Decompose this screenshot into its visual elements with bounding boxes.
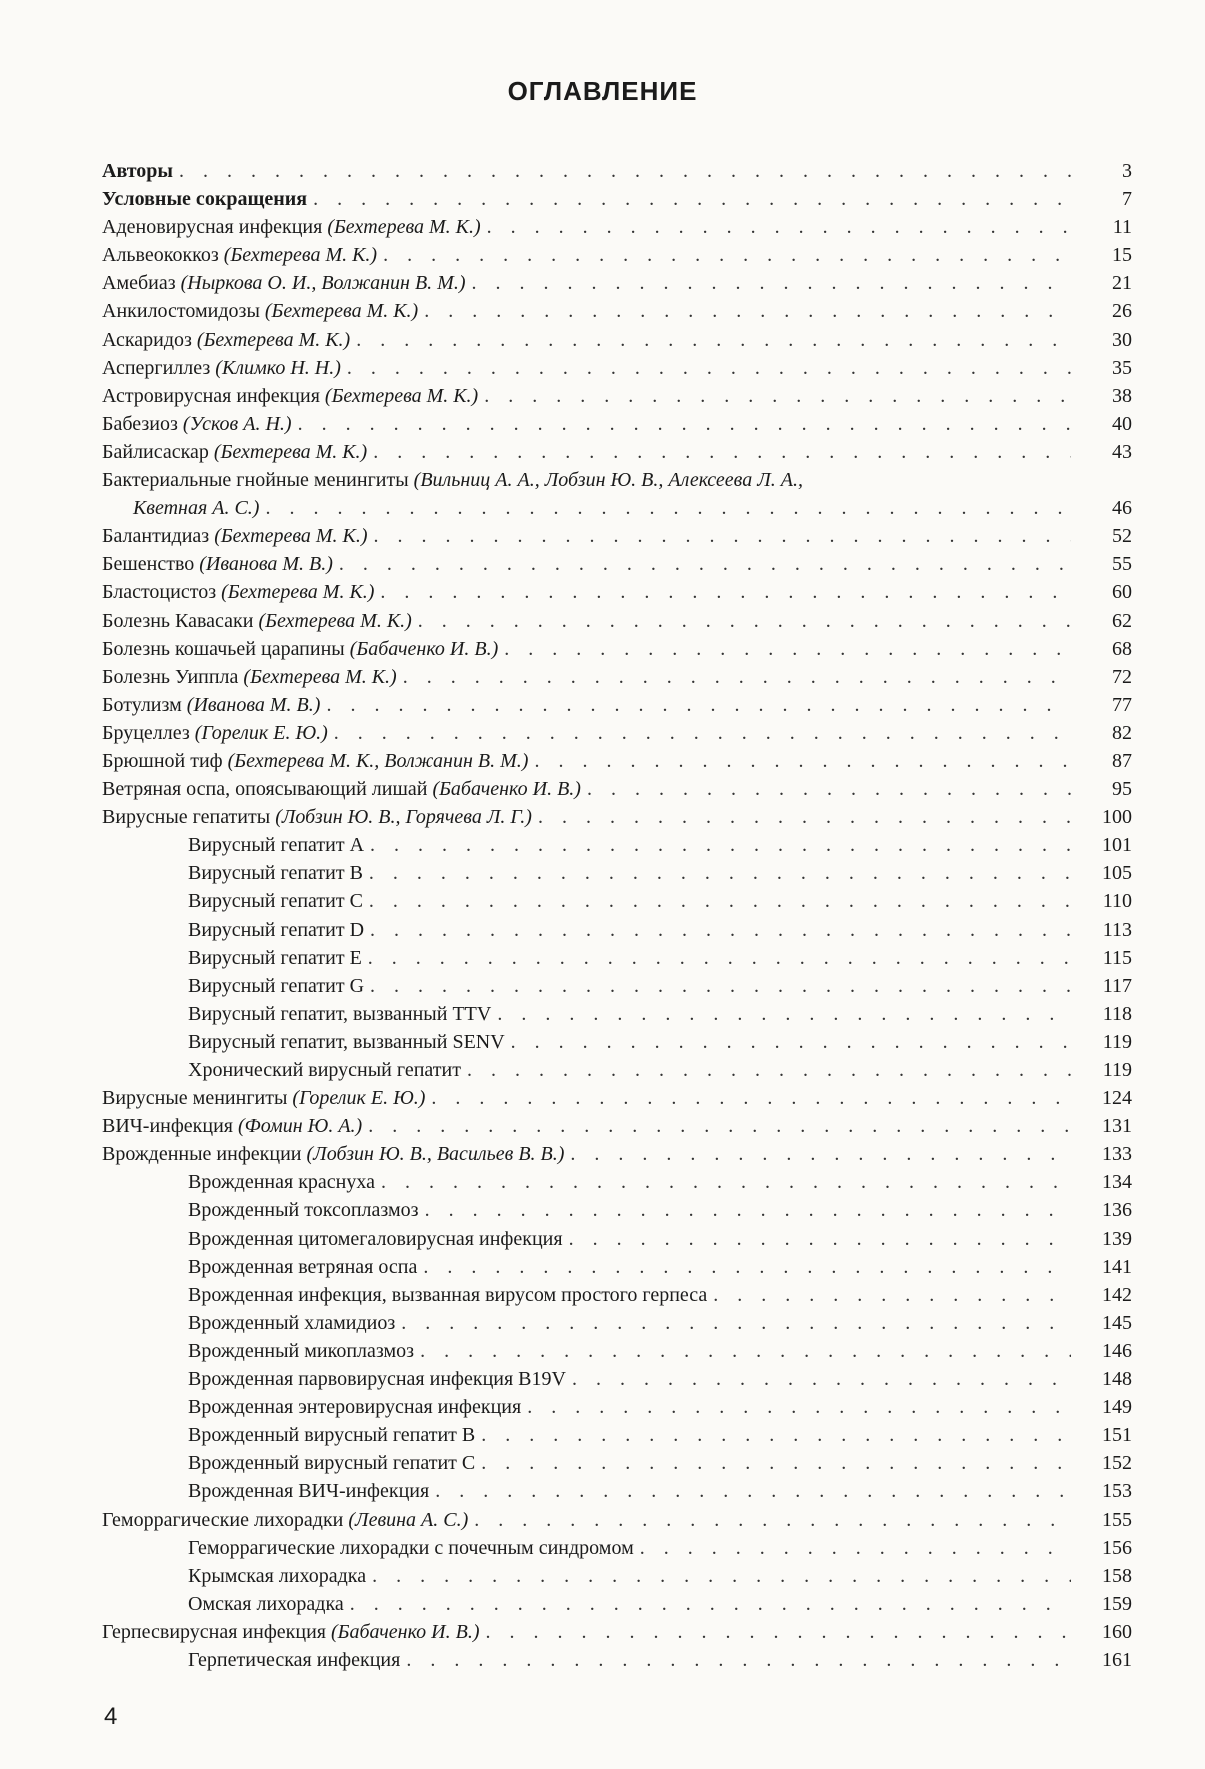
dot-leader bbox=[369, 859, 1071, 887]
toc-page-number: 115 bbox=[1102, 946, 1132, 969]
toc-page-number: 110 bbox=[1102, 890, 1132, 913]
toc-entry-title: Авторы bbox=[102, 160, 174, 182]
toc-entry-author: (Бехтерева М. К.) bbox=[196, 328, 351, 351]
dot-leader bbox=[380, 578, 1071, 606]
toc-entry-text bbox=[102, 719, 328, 747]
dot-leader bbox=[406, 1646, 1071, 1674]
toc-entry-title: Бластоцистоз bbox=[102, 581, 217, 604]
page-number: 4 bbox=[104, 1703, 118, 1730]
toc-entry bbox=[0, 326, 1205, 354]
toc-entry-title: Альвеококкоз bbox=[102, 244, 219, 267]
toc-page-number: 156 bbox=[1102, 1536, 1132, 1559]
toc-entry bbox=[0, 1618, 1205, 1646]
toc-entry-author: (Бабаченко И. В.) bbox=[349, 637, 499, 660]
toc-entry-text bbox=[102, 522, 368, 550]
toc-entry-text bbox=[102, 466, 803, 494]
toc-subentry bbox=[0, 1590, 1205, 1618]
toc-entry-title: Бешенство bbox=[102, 553, 195, 576]
toc-entry-author: (Бехтерева М. К.) bbox=[327, 216, 481, 239]
toc-entry-title: Вирусные гепатиты bbox=[102, 806, 271, 829]
toc-subentry bbox=[0, 1393, 1205, 1421]
dot-leader bbox=[370, 972, 1071, 1000]
toc-entry-author: Кветная А. С.) bbox=[133, 497, 260, 520]
toc-entry-title: Врожденный вирусный гепатит С bbox=[188, 1452, 476, 1475]
toc-entry-text bbox=[102, 241, 377, 269]
dot-leader bbox=[481, 1421, 1071, 1449]
toc-subentry bbox=[0, 1281, 1205, 1309]
toc-entry-text bbox=[188, 1646, 400, 1674]
toc-entry-text bbox=[188, 1590, 344, 1618]
toc-entry-text bbox=[102, 354, 341, 382]
toc-subentry bbox=[0, 1000, 1205, 1028]
toc-entry bbox=[0, 269, 1205, 297]
dot-leader bbox=[569, 1225, 1071, 1253]
toc-entry-author: (Бехтерева М. К.) bbox=[243, 665, 397, 688]
toc-entry-author: (Иванова М. В.) bbox=[199, 553, 333, 576]
toc-entry-title: Условные сокращения bbox=[102, 188, 308, 211]
dot-leader bbox=[334, 719, 1071, 747]
toc-subentry bbox=[0, 1337, 1205, 1365]
toc-subentry bbox=[0, 1196, 1205, 1224]
toc-subentry bbox=[0, 1253, 1205, 1281]
toc-page-number: 43 bbox=[1112, 440, 1132, 463]
toc-entry-title: Врожденная ветряная оспа bbox=[188, 1255, 418, 1278]
toc-entry-title: Врожденная цитомегаловирусная инфекция bbox=[188, 1227, 563, 1250]
toc-subentry bbox=[0, 1309, 1205, 1337]
toc-entry-title: Бактериальные гнойные менингиты bbox=[102, 469, 409, 492]
toc-subentry bbox=[0, 887, 1205, 915]
toc-entry bbox=[0, 438, 1205, 466]
toc-subentry bbox=[0, 1646, 1205, 1674]
toc-subentry bbox=[0, 1421, 1205, 1449]
toc-page-number: 146 bbox=[1102, 1339, 1132, 1362]
toc-entry bbox=[0, 607, 1205, 635]
dot-leader bbox=[497, 1000, 1071, 1028]
dot-leader bbox=[420, 1337, 1071, 1365]
dot-leader bbox=[374, 522, 1072, 550]
toc-page-number: 30 bbox=[1112, 328, 1132, 351]
toc-entry bbox=[0, 775, 1205, 803]
toc-entry-text bbox=[188, 1309, 395, 1337]
dot-leader bbox=[372, 1562, 1071, 1590]
toc-entry bbox=[0, 410, 1205, 438]
toc-subentry bbox=[0, 831, 1205, 859]
toc-entry-author: (Бабаченко И. В.) bbox=[330, 1620, 480, 1643]
page-title: ОГЛАВЛЕНИЕ bbox=[507, 76, 698, 106]
toc-entry-author: (Ныркова О. И., Волжанин В. М.) bbox=[180, 272, 466, 295]
dot-leader bbox=[339, 550, 1071, 578]
toc-entry-text bbox=[102, 1618, 480, 1646]
toc-entry-text bbox=[102, 775, 581, 803]
toc-entry-title: Омская лихорадка bbox=[188, 1592, 344, 1615]
toc-entry-author: (Бехтерева М. К.) bbox=[214, 525, 368, 548]
toc-entry-title: Вирусный гепатит, вызванный TTV bbox=[188, 1002, 492, 1025]
toc-entry-title: Вирусный гепатит, вызванный SENV bbox=[188, 1030, 505, 1053]
toc-entry-text bbox=[188, 1393, 521, 1421]
toc-entry-text bbox=[188, 831, 364, 859]
toc-entry bbox=[0, 382, 1205, 410]
toc-entry-text bbox=[102, 1140, 564, 1168]
dot-leader bbox=[326, 691, 1071, 719]
dot-leader bbox=[370, 916, 1071, 944]
toc-page-number: 40 bbox=[1112, 412, 1132, 435]
toc-entry-title: Вирусный гепатит G bbox=[188, 974, 365, 997]
toc-entry bbox=[0, 803, 1205, 831]
dot-leader bbox=[713, 1281, 1071, 1309]
toc-entry-title: Врожденный хламидиоз bbox=[188, 1311, 396, 1334]
toc-entry-text bbox=[102, 550, 333, 578]
toc-page-number: 101 bbox=[1102, 834, 1132, 857]
toc-entry-text bbox=[102, 438, 367, 466]
toc-entry bbox=[0, 354, 1205, 382]
toc-entry-text bbox=[102, 747, 528, 775]
toc-page-number: 3 bbox=[1122, 160, 1132, 182]
toc-entry-title: Брюшной тиф bbox=[102, 749, 223, 772]
toc-page-number: 160 bbox=[1102, 1620, 1132, 1643]
toc-entry-text bbox=[102, 1112, 362, 1140]
dot-leader bbox=[484, 382, 1071, 410]
dot-leader bbox=[381, 1168, 1071, 1196]
toc-subentry bbox=[0, 1534, 1205, 1562]
toc-page-number: 62 bbox=[1112, 609, 1132, 632]
toc-entry-text bbox=[188, 887, 363, 915]
toc-entry-author: (Бехтерева М. К.) bbox=[213, 440, 368, 463]
toc-page-number: 82 bbox=[1112, 721, 1132, 744]
toc-page-number: 35 bbox=[1112, 356, 1132, 379]
dot-leader bbox=[534, 747, 1071, 775]
toc-entry-author: (Горелик Е. Ю.) bbox=[194, 721, 328, 744]
dot-leader bbox=[350, 1590, 1071, 1618]
toc-entry-title: Вирусный гепатит С bbox=[188, 890, 363, 913]
dot-leader bbox=[356, 326, 1071, 354]
toc-entry-text bbox=[188, 1168, 375, 1196]
toc-page-number: 26 bbox=[1112, 300, 1132, 323]
toc-entry bbox=[0, 1140, 1205, 1168]
toc-entry-title: Врожденная парвовирусная инфекция В19V bbox=[188, 1368, 566, 1391]
table-of-contents bbox=[0, 157, 1205, 1674]
toc-entry-title: Крымская лихорадка bbox=[188, 1564, 367, 1587]
dot-leader bbox=[538, 803, 1071, 831]
toc-entry-title: Анкилостомидозы bbox=[102, 300, 260, 323]
toc-page-number: 134 bbox=[1102, 1171, 1132, 1194]
toc-page-number: 148 bbox=[1102, 1368, 1132, 1391]
toc-entry-title: Бруцеллез bbox=[102, 721, 190, 744]
toc-subentry bbox=[0, 1477, 1205, 1505]
toc-page-number: 139 bbox=[1102, 1227, 1132, 1250]
toc-entry-text bbox=[188, 1056, 461, 1084]
toc-entry-author: (Горелик Е. Ю.) bbox=[292, 1087, 426, 1110]
dot-leader bbox=[424, 297, 1071, 325]
toc-page-number: 133 bbox=[1102, 1143, 1132, 1166]
dot-leader bbox=[511, 1028, 1071, 1056]
toc-entry-text bbox=[102, 691, 320, 719]
toc-page-number: 149 bbox=[1102, 1396, 1132, 1419]
dot-leader bbox=[527, 1393, 1071, 1421]
toc-entry-title: Врожденные инфекции bbox=[102, 1143, 302, 1166]
dot-leader bbox=[587, 775, 1071, 803]
toc-entry-title: Врожденная краснуха bbox=[188, 1171, 375, 1194]
dot-leader bbox=[298, 410, 1071, 438]
toc-entry-author: (Бабаченко И. В.) bbox=[432, 778, 581, 801]
dot-leader bbox=[504, 635, 1071, 663]
toc-entry bbox=[0, 719, 1205, 747]
toc-entry-text bbox=[102, 635, 498, 663]
toc-entry-title: Ветряная оспа, опоясывающий лишай bbox=[102, 778, 428, 801]
toc-page-number: 72 bbox=[1112, 665, 1132, 688]
toc-entry-title: Врожденная энтеровирусная инфекция bbox=[188, 1396, 522, 1419]
toc-entry bbox=[0, 663, 1205, 691]
dot-leader bbox=[368, 944, 1071, 972]
toc-entry-text bbox=[188, 1421, 475, 1449]
toc-entry bbox=[0, 1112, 1205, 1140]
toc-page-number: 87 bbox=[1112, 749, 1132, 772]
toc-page-number: 7 bbox=[1122, 188, 1132, 211]
toc-entry-text bbox=[102, 1506, 468, 1534]
toc-entry-text bbox=[133, 494, 259, 522]
toc-entry bbox=[0, 635, 1205, 663]
toc-entry-text bbox=[188, 1225, 563, 1253]
toc-entry-text bbox=[188, 1337, 414, 1365]
toc-entry-title: Аденовирусная инфекция bbox=[102, 216, 323, 239]
toc-entry-text bbox=[188, 1000, 491, 1028]
toc-entry-title: Вирусный гепатит Е bbox=[188, 946, 362, 969]
toc-entry-text bbox=[188, 972, 364, 1000]
toc-entry bbox=[0, 297, 1205, 325]
toc-entry-title: Аскаридоз bbox=[102, 328, 192, 351]
toc-page-number: 46 bbox=[1112, 497, 1132, 520]
toc-entry-text bbox=[188, 859, 363, 887]
toc-entry-title: Астровирусная инфекция bbox=[102, 384, 320, 407]
dot-leader bbox=[369, 887, 1071, 915]
toc-page-number: 15 bbox=[1112, 244, 1132, 267]
toc-page-number: 136 bbox=[1102, 1199, 1132, 1222]
toc-entry-text bbox=[188, 1365, 566, 1393]
toc-subentry bbox=[0, 1562, 1205, 1590]
toc-entry bbox=[0, 1506, 1205, 1534]
toc-entry-title: Болезнь Кавасаки bbox=[102, 609, 254, 632]
toc-page-number: 153 bbox=[1102, 1480, 1132, 1503]
toc-entry bbox=[0, 550, 1205, 578]
toc-entry bbox=[0, 185, 1205, 213]
toc-page-number: 131 bbox=[1102, 1115, 1132, 1138]
toc-subentry bbox=[0, 1365, 1205, 1393]
toc-page-number: 145 bbox=[1102, 1311, 1132, 1334]
toc-entry bbox=[0, 213, 1205, 241]
toc-entry-author: (Бехтерева М. К.) bbox=[324, 384, 479, 407]
toc-subentry bbox=[0, 1028, 1205, 1056]
toc-entry-title: Ботулизм bbox=[102, 693, 182, 716]
toc-page-number: 68 bbox=[1112, 637, 1132, 660]
toc-entry-author: (Лобзин Ю. В., Горячева Л. Г.) bbox=[275, 806, 532, 829]
toc-page-number: 105 bbox=[1102, 862, 1132, 885]
toc-entry-text bbox=[188, 1534, 634, 1562]
toc-entry-text bbox=[188, 1449, 475, 1477]
dot-leader bbox=[347, 354, 1071, 382]
toc-page-number: 21 bbox=[1112, 272, 1132, 295]
toc-entry-text bbox=[188, 1477, 429, 1505]
dot-leader bbox=[423, 1253, 1071, 1281]
dot-leader bbox=[487, 213, 1071, 241]
toc-subentry bbox=[0, 859, 1205, 887]
toc-entry-title: Вирусный гепатит В bbox=[188, 862, 363, 885]
toc-entry-title: Болезнь кошачьей царапины bbox=[102, 637, 345, 660]
toc-entry-text bbox=[102, 663, 397, 691]
toc-entry-author: (Бехтерева М. К.) bbox=[264, 300, 419, 323]
toc-entry bbox=[0, 522, 1205, 550]
toc-page-number: 119 bbox=[1102, 1059, 1132, 1081]
toc-entry-title: Вирусные менингиты bbox=[102, 1087, 288, 1110]
toc-subentry bbox=[0, 1168, 1205, 1196]
toc-entry-title: Врожденная ВИЧ-инфекция bbox=[188, 1480, 430, 1503]
toc-entry bbox=[0, 157, 1205, 185]
toc-entry bbox=[0, 494, 1205, 522]
toc-page-number: 11 bbox=[1112, 216, 1132, 239]
toc-page-number: 124 bbox=[1102, 1087, 1132, 1110]
dot-leader bbox=[481, 1449, 1071, 1477]
dot-leader bbox=[373, 438, 1071, 466]
toc-entry-title: Герпесвирусная инфекция bbox=[102, 1620, 326, 1643]
toc-entry-text bbox=[102, 607, 412, 635]
toc-entry-author: (Левина А. С.) bbox=[348, 1508, 469, 1531]
toc-page-number: 113 bbox=[1102, 918, 1132, 941]
toc-entry-title: Герпетическая инфекция bbox=[188, 1648, 401, 1671]
toc-entry-text bbox=[102, 213, 481, 241]
toc-entry-text bbox=[188, 1281, 707, 1309]
dot-leader bbox=[313, 185, 1071, 213]
toc-entry-title: Болезнь Уиппла bbox=[102, 665, 239, 688]
dot-leader bbox=[370, 831, 1071, 859]
dot-leader bbox=[383, 241, 1071, 269]
toc-entry-author: (Климко Н. Н.) bbox=[215, 356, 341, 379]
dot-leader bbox=[401, 1309, 1071, 1337]
toc-subentry bbox=[0, 916, 1205, 944]
toc-page-number: 158 bbox=[1102, 1564, 1132, 1587]
dot-leader bbox=[425, 1196, 1071, 1224]
toc-entry-text bbox=[102, 185, 307, 213]
toc-entry-title: Вирусный гепатит D bbox=[188, 918, 365, 941]
toc-entry-title: Геморрагические лихорадки bbox=[102, 1508, 344, 1531]
toc-page-number: 60 bbox=[1112, 581, 1132, 604]
dot-leader bbox=[467, 1056, 1071, 1084]
toc-page-number: 141 bbox=[1102, 1255, 1132, 1278]
toc-page-number: 151 bbox=[1102, 1424, 1132, 1447]
dot-leader bbox=[418, 607, 1071, 635]
toc-entry-author: (Фомин Ю. А.) bbox=[238, 1115, 363, 1138]
toc-entry-author: (Бехтерева М. К.) bbox=[258, 609, 412, 632]
toc-entry-author: (Бехтерева М. К.) bbox=[221, 581, 375, 604]
toc-entry-text bbox=[102, 326, 350, 354]
toc-entry-text bbox=[102, 157, 173, 185]
toc-entry-text bbox=[188, 1253, 417, 1281]
toc-entry-text bbox=[188, 1196, 419, 1224]
toc-page-number: 100 bbox=[1102, 806, 1132, 829]
toc-subentry bbox=[0, 1225, 1205, 1253]
toc-page-number: 161 bbox=[1102, 1648, 1132, 1671]
toc-entry-author: (Вильниц А. А., Лобзин Ю. В., Алексеева Л. А., bbox=[413, 469, 803, 492]
toc-entry-text bbox=[102, 410, 292, 438]
toc-entry-text bbox=[102, 297, 418, 325]
toc-entry-author: (Бехтерева М. К., Волжанин В. М.) bbox=[227, 749, 529, 772]
dot-leader bbox=[368, 1112, 1071, 1140]
toc-entry-author: (Иванова М. В.) bbox=[186, 693, 321, 716]
toc-entry-text bbox=[102, 269, 465, 297]
toc-page-number: 119 bbox=[1102, 1030, 1132, 1053]
toc-entry bbox=[0, 747, 1205, 775]
toc-entry-title: Аспергиллез bbox=[102, 356, 211, 379]
toc-entry-text bbox=[102, 803, 532, 831]
toc-page-number: 95 bbox=[1112, 778, 1132, 801]
toc-entry-title: Врожденный вирусный гепатит В bbox=[188, 1424, 476, 1447]
toc-entry-author: (Бехтерева М. К.) bbox=[223, 244, 378, 267]
toc-entry-title: Бабезиоз bbox=[102, 412, 178, 435]
toc-entry-title: Врожденный токсоплазмоз bbox=[188, 1199, 419, 1222]
toc-page-number: 118 bbox=[1102, 1002, 1132, 1025]
toc-subentry bbox=[0, 972, 1205, 1000]
dot-leader bbox=[486, 1618, 1072, 1646]
toc-page-number: 38 bbox=[1112, 384, 1132, 407]
toc-entry bbox=[0, 1084, 1205, 1112]
toc-subentry bbox=[0, 944, 1205, 972]
toc-entry-text bbox=[102, 578, 374, 606]
toc-entry-author: (Лобзин Ю. В., Васильев В. В.) bbox=[306, 1143, 565, 1166]
toc-entry-title: Врожденная инфекция, вызванная вирусом простого герпеса bbox=[188, 1283, 708, 1306]
toc-page-number: 55 bbox=[1112, 553, 1132, 576]
toc-page-number: 142 bbox=[1102, 1283, 1132, 1306]
toc-page-number: 77 bbox=[1112, 693, 1132, 716]
toc-entry bbox=[0, 578, 1205, 606]
toc-page-number: 152 bbox=[1102, 1452, 1132, 1475]
toc-entry bbox=[0, 241, 1205, 269]
toc-entry-text bbox=[102, 382, 478, 410]
toc-entry-text bbox=[188, 1562, 366, 1590]
toc-entry-author: (Усков А. Н.) bbox=[182, 412, 292, 435]
toc-entry-title: Балантидиаз bbox=[102, 525, 210, 548]
dot-leader bbox=[431, 1084, 1071, 1112]
toc-page-number: 155 bbox=[1102, 1508, 1132, 1531]
toc-page-number: 117 bbox=[1102, 974, 1132, 997]
toc-entry-text bbox=[188, 916, 364, 944]
toc-entry-title: Байлисаскар bbox=[102, 440, 209, 463]
toc-entry-title: ВИЧ-инфекция bbox=[102, 1115, 234, 1138]
dot-leader bbox=[435, 1477, 1071, 1505]
toc-entry-title: Вирусный гепатит А bbox=[188, 834, 365, 857]
toc-entry-text bbox=[188, 1028, 505, 1056]
toc-page-number: 52 bbox=[1112, 525, 1132, 548]
toc-entry-text bbox=[188, 944, 362, 972]
toc-entry bbox=[0, 466, 1205, 494]
toc-subentry bbox=[0, 1056, 1205, 1084]
dot-leader bbox=[403, 663, 1071, 691]
dot-leader bbox=[640, 1534, 1071, 1562]
toc-entry-title: Геморрагические лихорадки с почечным синдромом bbox=[188, 1536, 634, 1559]
dot-leader bbox=[471, 269, 1071, 297]
toc-entry-text bbox=[102, 1084, 425, 1112]
dot-leader bbox=[570, 1140, 1071, 1168]
toc-entry-title: Врожденный микоплазмоз bbox=[188, 1339, 415, 1362]
dot-leader bbox=[179, 157, 1071, 185]
dot-leader bbox=[572, 1365, 1071, 1393]
toc-page-number: 159 bbox=[1102, 1592, 1132, 1615]
toc-entry-title: Амебиаз bbox=[102, 272, 176, 295]
toc-entry-title: Хронический вирусный гепатит bbox=[188, 1059, 461, 1081]
toc-entry bbox=[0, 691, 1205, 719]
toc-subentry bbox=[0, 1449, 1205, 1477]
dot-leader bbox=[474, 1506, 1071, 1534]
dot-leader bbox=[265, 494, 1071, 522]
